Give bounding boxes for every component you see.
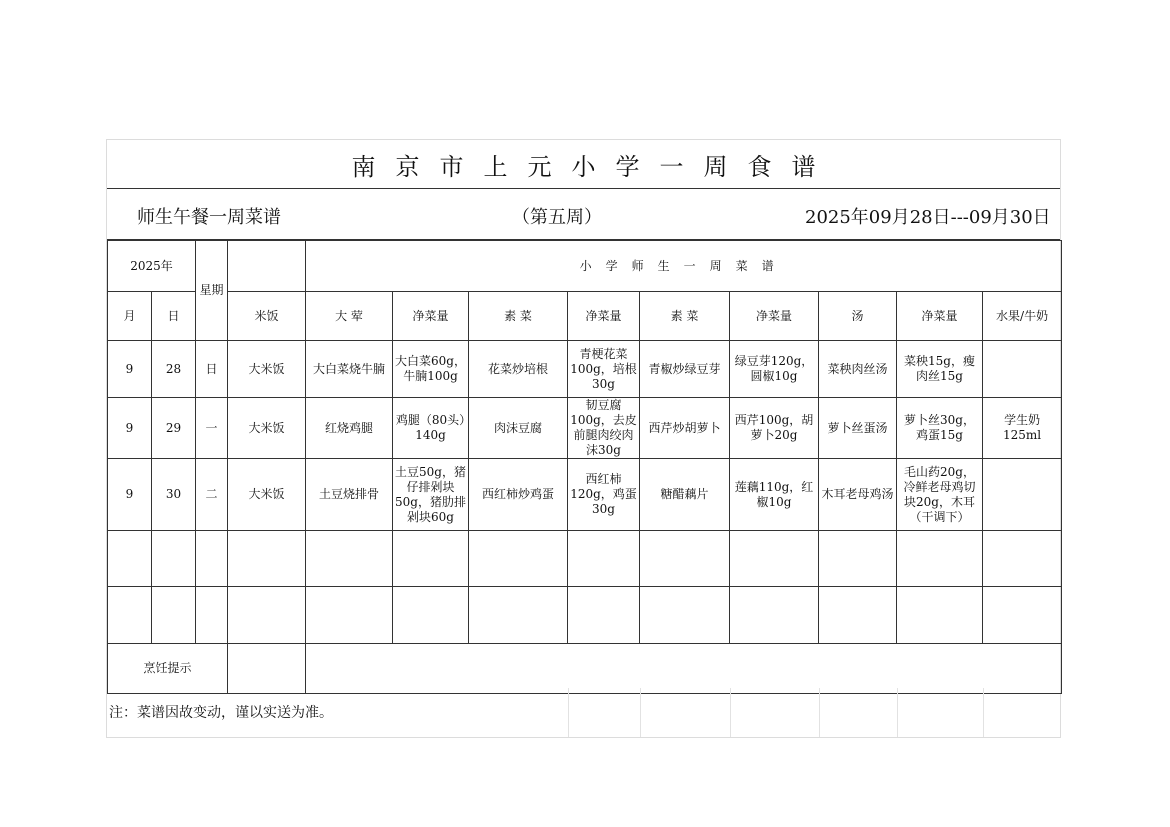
cell-fruit-milk: 学生奶 125ml xyxy=(983,398,1062,459)
cooking-tip-content xyxy=(306,644,1062,694)
cell-rice: 大米饭 xyxy=(228,341,306,398)
col-veg1: 素 菜 xyxy=(469,292,568,341)
cell-main-qty: 鸡腿（80头）140g xyxy=(393,398,469,459)
col-veg2-qty: 净菜量 xyxy=(730,292,819,341)
cell-veg2-qty: 绿豆芽120g，圆椒10g xyxy=(730,341,819,398)
cell-veg1-qty: 韧豆腐100g，去皮前腿肉绞肉沫30g xyxy=(568,398,640,459)
cell-rice: 大米饭 xyxy=(228,398,306,459)
date-range: 2025年09月28日---09月30日 xyxy=(805,207,1051,228)
cell-rice: 大米饭 xyxy=(228,459,306,531)
cell-veg1-qty: 青梗花菜100g，培根30g xyxy=(568,341,640,398)
page-title: 南京市上元小学一周食谱 xyxy=(107,140,1060,189)
footnote: 注：菜谱因故变动，谨以实送为准。 xyxy=(109,705,333,721)
grid-divider xyxy=(819,688,820,737)
cell-day: 29 xyxy=(152,398,196,459)
cell-veg2-qty: 莲藕110g，红椒10g xyxy=(730,459,819,531)
grid-divider xyxy=(897,688,898,737)
cell-weekday: 日 xyxy=(196,341,228,398)
grid-divider xyxy=(568,688,569,737)
cell-main-dish: 土豆烧排骨 xyxy=(306,459,393,531)
menu-table xyxy=(107,240,1062,694)
cell-month: 9 xyxy=(108,341,152,398)
col-veg1-qty: 净菜量 xyxy=(568,292,640,341)
cooking-tip-label: 烹饪提示 xyxy=(108,644,228,694)
table-row xyxy=(108,459,1062,531)
week-label: （第五周） xyxy=(512,207,602,228)
cell-veg2: 青椒炒绿豆芽 xyxy=(640,341,730,398)
cell-main-qty: 土豆50g，猪仔排剁块50g，猪肋排剁块60g xyxy=(393,459,469,531)
cell-main-dish: 红烧鸡腿 xyxy=(306,398,393,459)
cell-soup: 萝卜丝蛋汤 xyxy=(819,398,897,459)
grid-divider xyxy=(983,688,984,737)
cell-day: 28 xyxy=(152,341,196,398)
year-cell: 2025年 xyxy=(108,241,196,292)
cell-fruit-milk xyxy=(983,341,1062,398)
cell-veg2-qty: 西芹100g，胡萝卜20g xyxy=(730,398,819,459)
col-fruit-milk: 水果/牛奶 xyxy=(983,292,1062,341)
col-soup: 汤 xyxy=(819,292,897,341)
cell-soup: 菜秧肉丝汤 xyxy=(819,341,897,398)
cell-veg1: 肉沫豆腐 xyxy=(469,398,568,459)
col-main-qty: 净菜量 xyxy=(393,292,469,341)
subtitle-bar xyxy=(107,189,1060,240)
grid-divider xyxy=(640,688,641,737)
col-main-dish: 大 荤 xyxy=(306,292,393,341)
empty-row xyxy=(108,587,1062,644)
cell-soup: 木耳老母鸡汤 xyxy=(819,459,897,531)
cooking-tip-row xyxy=(108,644,1062,694)
cell-veg2: 糖醋藕片 xyxy=(640,459,730,531)
cell-soup-qty: 毛山药20g，冷鲜老母鸡切块20g，木耳（干调下） xyxy=(897,459,983,531)
table-row xyxy=(108,398,1062,459)
cell-weekday: 一 xyxy=(196,398,228,459)
grid-divider xyxy=(730,688,731,737)
weekday-header: 星期 xyxy=(196,241,228,341)
cell-veg1: 花菜炒培根 xyxy=(469,341,568,398)
blank-header-cell xyxy=(228,241,306,292)
col-rice: 米饭 xyxy=(228,292,306,341)
col-day: 日 xyxy=(152,292,196,341)
section-title: 小学师生一周菜谱 xyxy=(306,241,1062,292)
footnote-row xyxy=(107,688,1061,737)
menu-label: 师生午餐一周菜谱 xyxy=(137,207,281,228)
cell-day: 30 xyxy=(152,459,196,531)
cell-weekday: 二 xyxy=(196,459,228,531)
cell-veg1: 西红柿炒鸡蛋 xyxy=(469,459,568,531)
col-month: 月 xyxy=(108,292,152,341)
cell-month: 9 xyxy=(108,398,152,459)
cell-veg2: 西芹炒胡萝卜 xyxy=(640,398,730,459)
cell-veg1-qty: 西红柿120g，鸡蛋30g xyxy=(568,459,640,531)
cell-soup-qty: 菜秧15g，瘦肉丝15g xyxy=(897,341,983,398)
table-row xyxy=(108,341,1062,398)
cell-soup-qty: 萝卜丝30g，鸡蛋15g xyxy=(897,398,983,459)
menu-sheet xyxy=(106,139,1061,738)
cooking-tip-blank xyxy=(228,644,306,694)
cell-main-qty: 大白菜60g，牛腩100g xyxy=(393,341,469,398)
cell-main-dish: 大白菜烧牛腩 xyxy=(306,341,393,398)
col-soup-qty: 净菜量 xyxy=(897,292,983,341)
col-veg2: 素 菜 xyxy=(640,292,730,341)
empty-row xyxy=(108,531,1062,587)
cell-month: 9 xyxy=(108,459,152,531)
cell-fruit-milk xyxy=(983,459,1062,531)
